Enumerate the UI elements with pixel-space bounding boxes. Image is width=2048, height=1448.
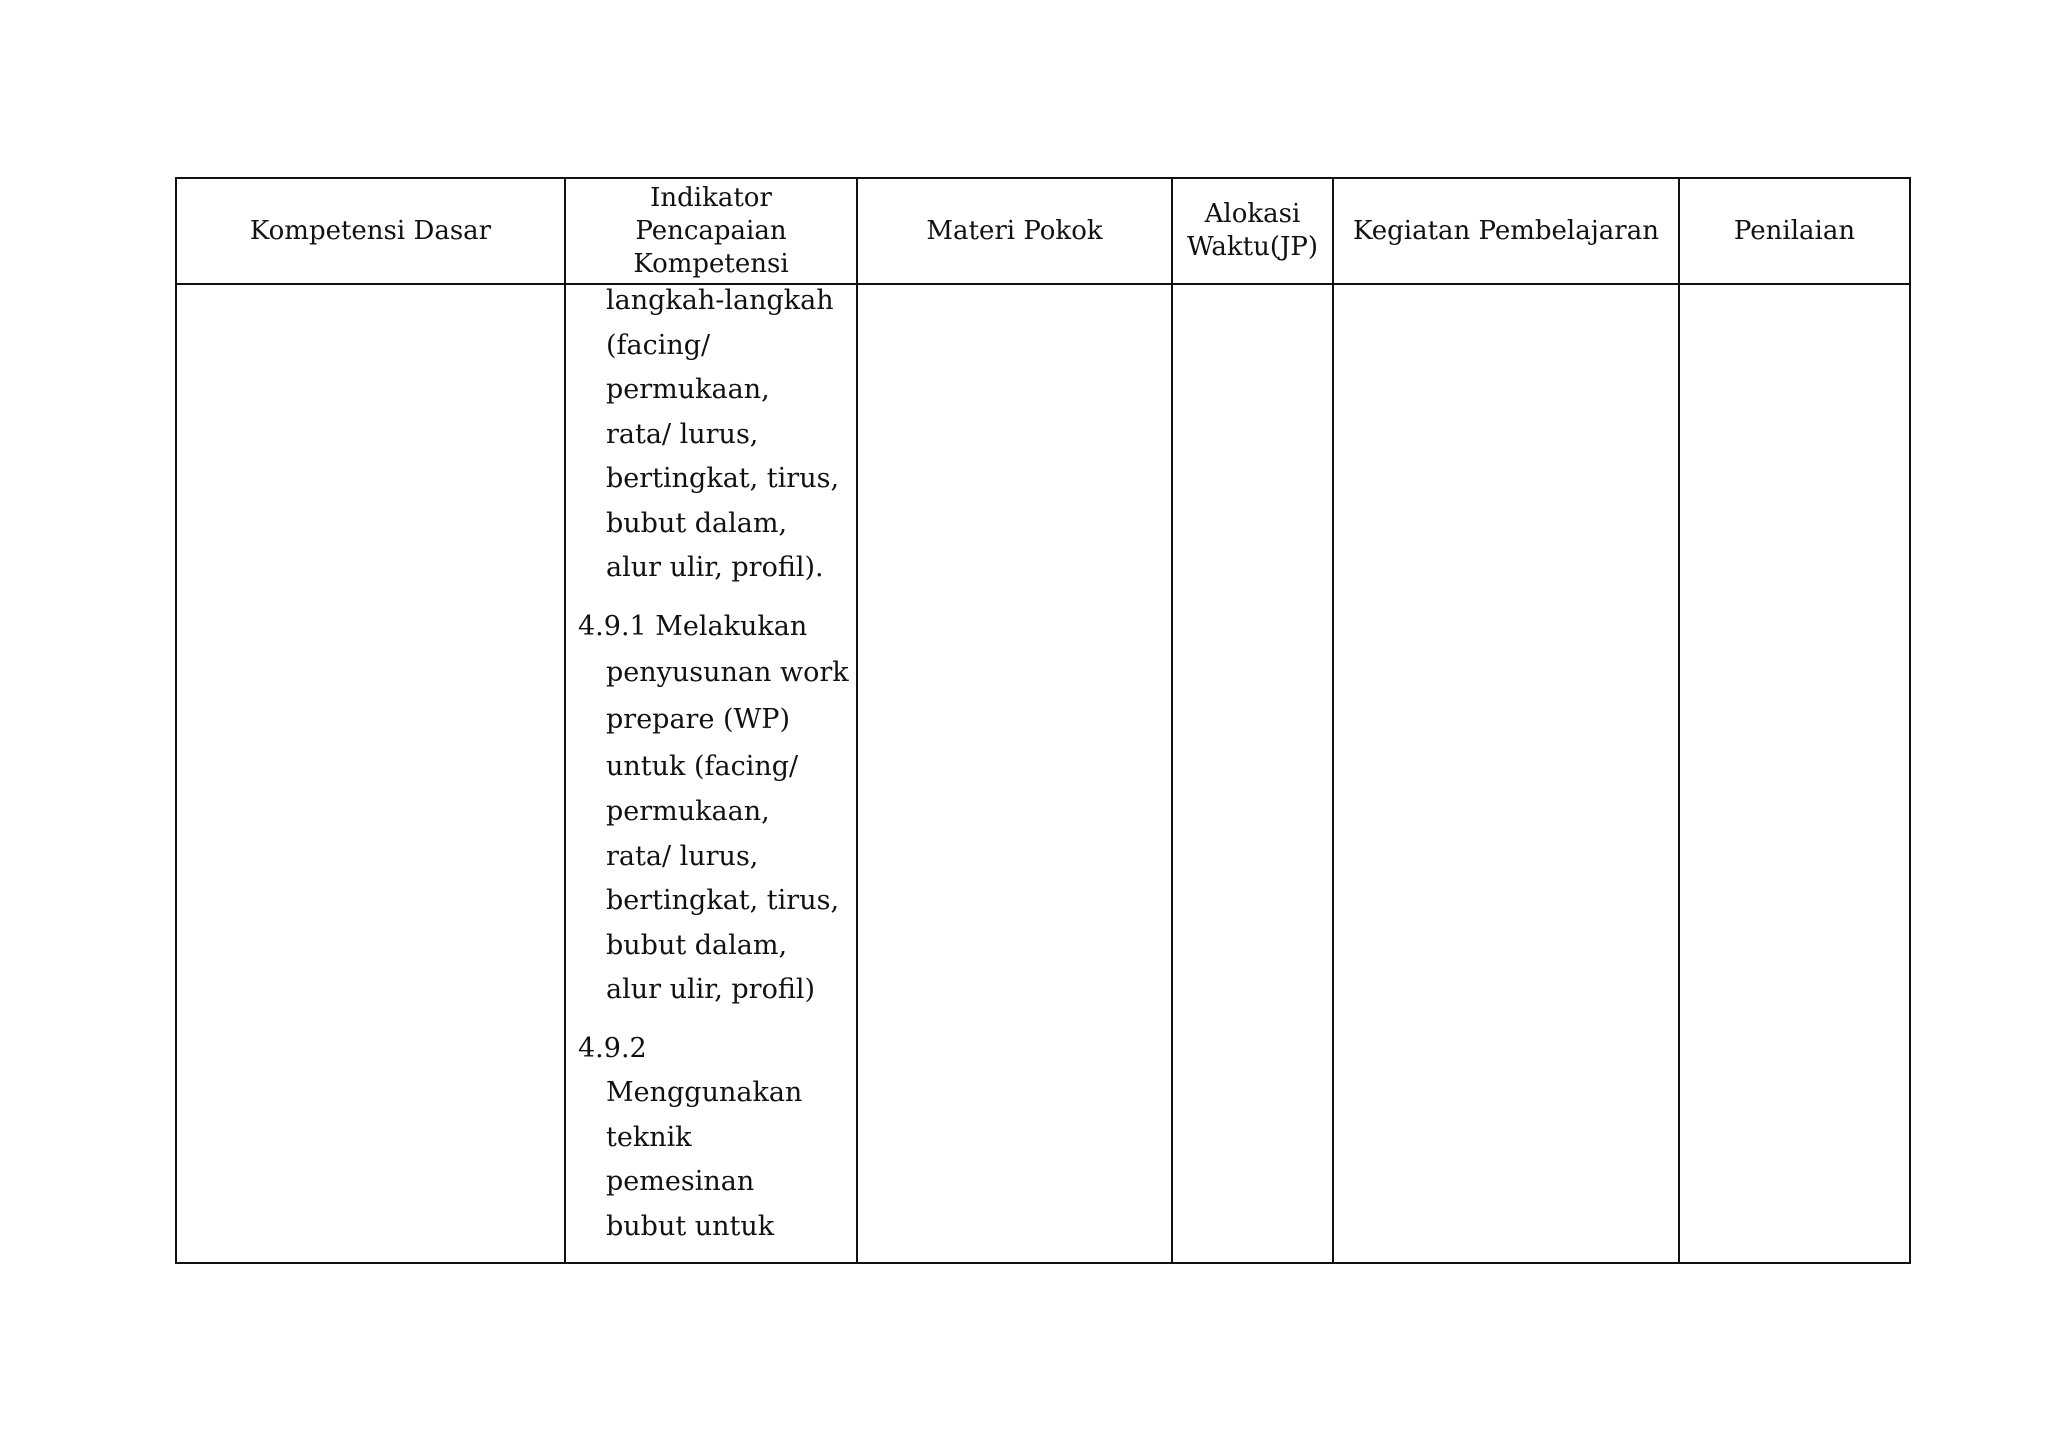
cell-indikator	[565, 284, 857, 1263]
header-alokasi-waktu	[1172, 178, 1333, 284]
indikator-line: rata/ lurus,	[606, 418, 759, 450]
indikator-item-4-9-1: 4.9.1 Melakukan	[578, 610, 808, 642]
header-materi-pokok-text: Materi Pokok	[926, 215, 1103, 246]
indikator-content	[566, 279, 856, 1249]
table-header-row	[176, 178, 1910, 284]
indikator-line: bertingkat, tirus,	[606, 885, 840, 916]
indikator-line: bubut dalam,	[606, 929, 788, 961]
header-indikator	[565, 178, 857, 284]
header-kompetensi-dasar-text: Kompetensi Dasar	[249, 215, 492, 246]
header-indikator-line-3: Kompetensi	[633, 248, 789, 279]
header-indikator-line-1: Indikator	[650, 182, 772, 213]
header-alokasi-line-1: Alokasi	[1204, 199, 1301, 229]
indikator-line: bertingkat, tirus,	[606, 463, 840, 494]
indikator-gap	[578, 1013, 854, 1027]
indikator-line: alur ulir, profil)	[606, 974, 815, 1005]
indikator-line: untuk (facing/	[606, 751, 799, 782]
indikator-line: permukaan,	[606, 374, 770, 405]
indikator-item-4-9-2: 4.9.2	[578, 1032, 647, 1064]
table-row	[176, 284, 1910, 1263]
header-indikator-line-2: Pencapaian	[635, 215, 787, 246]
lesson-plan-table	[175, 177, 1911, 1264]
indikator-line: teknik	[606, 1121, 692, 1153]
indikator-line: pemesinan	[606, 1166, 755, 1197]
cell-materi-pokok	[857, 284, 1172, 1263]
cell-alokasi-waktu	[1172, 284, 1333, 1263]
header-penilaian-text: Penilaian	[1733, 215, 1856, 246]
indikator-line: (facing/	[606, 329, 711, 361]
indikator-line: langkah-langkah	[606, 285, 834, 316]
indikator-line: alur ulir, profil).	[606, 552, 824, 583]
indikator-gap	[578, 591, 854, 605]
indikator-line: prepare (WP)	[606, 704, 791, 735]
indikator-line: bubut dalam,	[606, 507, 788, 539]
header-kegiatan-text: Kegiatan Pembelajaran	[1353, 215, 1659, 246]
indikator-line: penyusunan work	[606, 657, 849, 688]
header-kegiatan-pembelajaran	[1333, 178, 1679, 284]
header-materi-pokok	[857, 178, 1172, 284]
header-alokasi-line-2: Waktu(JP)	[1186, 232, 1319, 262]
indikator-line: rata/ lurus,	[606, 840, 759, 872]
cell-kegiatan-pembelajaran	[1333, 284, 1679, 1263]
header-kompetensi-dasar	[176, 178, 565, 284]
header-penilaian	[1679, 178, 1910, 284]
indikator-line: Menggunakan	[606, 1077, 803, 1108]
cell-penilaian	[1679, 284, 1910, 1263]
indikator-line: bubut untuk	[606, 1210, 775, 1242]
cell-kompetensi-dasar	[176, 284, 565, 1263]
indikator-line: permukaan,	[606, 796, 770, 827]
